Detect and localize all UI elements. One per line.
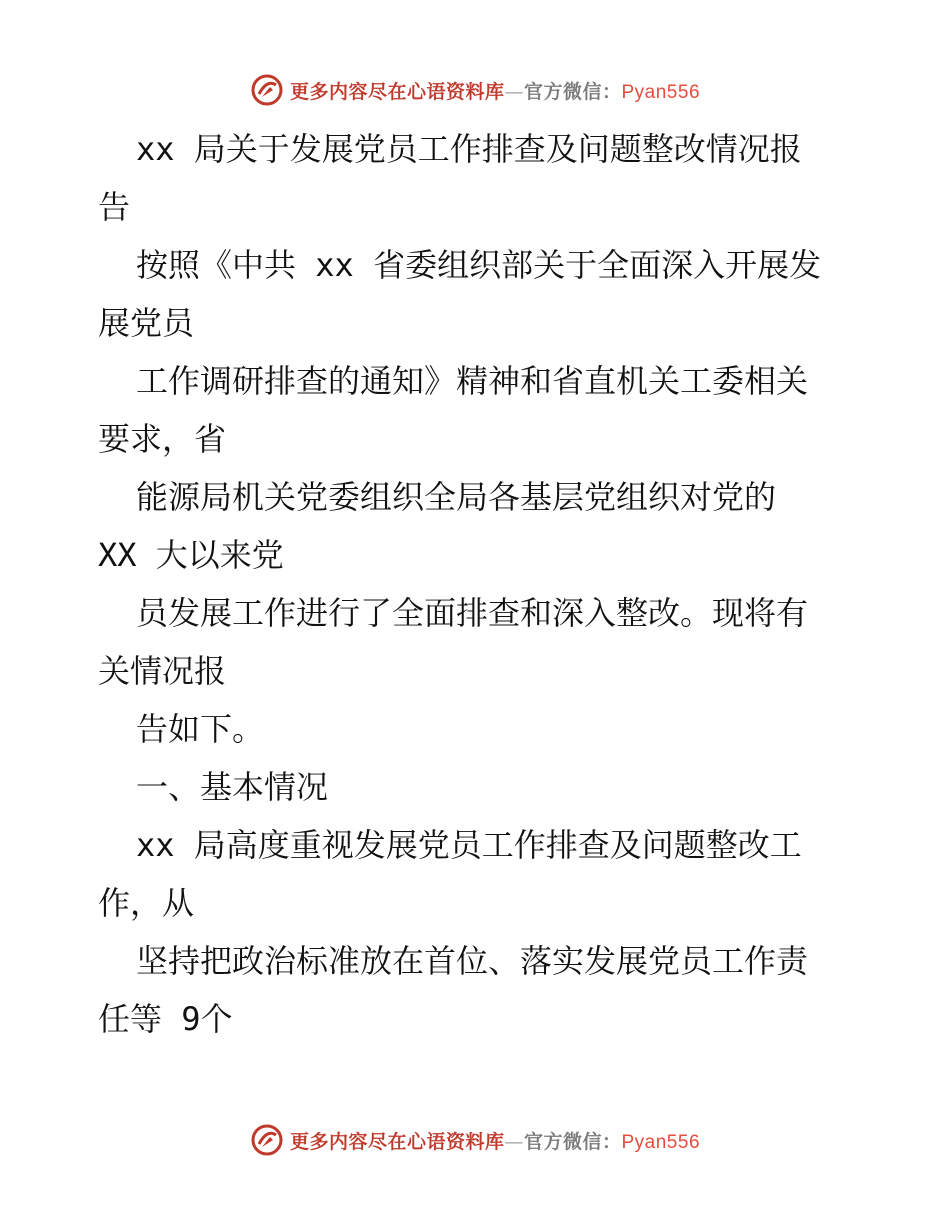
- doc-line: XX 大以来党: [98, 536, 284, 574]
- doc-line-title-1: xx 局关于发展党员工作排查及问题整改情况报: [136, 130, 802, 168]
- doc-line: 坚持把政治标准放在首位、落实发展党员工作责: [136, 942, 809, 980]
- doc-line-title-2: 告: [98, 188, 131, 226]
- banner-wechat-id: Pyan556: [621, 81, 701, 103]
- doc-line: 任等 9个: [98, 1000, 233, 1038]
- banner-text: [290, 77, 700, 104]
- banner-main-text: 更多内容尽在心语资料库: [289, 1130, 505, 1153]
- doc-line: 能源局机关党委组织全局各基层党组织对党的: [136, 478, 777, 516]
- brand-logo-icon: [250, 73, 284, 107]
- banner-wechat-label: 官方微信：: [523, 1130, 622, 1153]
- banner-text: [290, 1127, 700, 1154]
- doc-line: 要求，省: [98, 420, 227, 458]
- doc-line: 员发展工作进行了全面排查和深入整改。现将有: [136, 594, 809, 632]
- banner-main-text: 更多内容尽在心语资料库: [289, 80, 505, 103]
- doc-line: 展党员: [98, 304, 195, 342]
- banner-dash: —: [504, 1130, 524, 1153]
- brand-logo-icon: [250, 1123, 284, 1157]
- doc-line: 告如下。: [136, 710, 265, 748]
- doc-line: 作，从: [98, 884, 195, 922]
- footer-watermark-banner: [0, 1120, 950, 1160]
- banner-wechat-id: Pyan556: [621, 1131, 701, 1153]
- doc-line: 工作调研排查的通知》精神和省直机关工委相关: [136, 362, 809, 400]
- header-watermark-banner: [0, 70, 950, 110]
- banner-wechat-label: 官方微信：: [523, 80, 622, 103]
- banner-dash: —: [504, 80, 524, 103]
- doc-line: 关情况报: [98, 652, 227, 690]
- doc-line: xx 局高度重视发展党员工作排查及问题整改工: [136, 826, 802, 864]
- section-heading: 一、基本情况: [136, 768, 329, 806]
- doc-line: 按照《中共 xx 省委组织部关于全面深入开展发: [136, 246, 822, 284]
